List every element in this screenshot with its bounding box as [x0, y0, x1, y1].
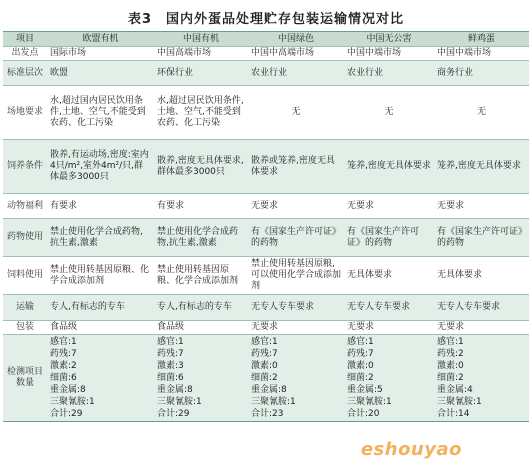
header-item: 项目 — [3, 32, 47, 47]
table-cell: 无具体要求 — [344, 257, 434, 295]
table-row — [3, 47, 529, 61]
header-eu-organic: 欧盟有机 — [47, 32, 154, 47]
table-cell: 专人,有标志的专车 — [154, 295, 248, 321]
test-cell: 感官:1 药残:2 激素:0 细菌:2 重金属:4 三聚氰胺:1 合计:14 — [434, 335, 529, 422]
table-cell: 农业行业 — [248, 61, 344, 86]
table-cell: 食品级 — [47, 321, 154, 335]
row-label: 标准层次 — [3, 61, 47, 86]
table-cell: 中国中高端市场 — [248, 47, 344, 61]
row-label: 动物福利 — [3, 194, 47, 219]
table-cell: 禁止使用化学合成药物,抗生素,激素 — [47, 219, 154, 257]
table-row — [3, 86, 529, 140]
table-row — [3, 194, 529, 219]
comparison-table — [3, 31, 529, 422]
table-cell: 无 — [344, 86, 434, 140]
table-row — [3, 140, 529, 194]
header-fresh-egg: 鲜鸡蛋 — [434, 32, 529, 47]
test-cell: 感官:1 药残:7 激素:0 细菌:2 重金属:8 三聚氰胺:1 合计:23 — [248, 335, 344, 422]
table-cell: 无专人专车要求 — [434, 295, 529, 321]
row-label: 出发点 — [3, 47, 47, 61]
table-cell: 笼养,密度无具体要求 — [344, 140, 434, 194]
table-cell: 无 — [248, 86, 344, 140]
table-row-tests — [3, 335, 529, 422]
table-cell: 农业行业 — [344, 61, 434, 86]
table-cell: 水,超过居民饮用条件,土地、空气,不能受到农药、化工污染 — [154, 86, 248, 140]
table-cell: 无专人专车要求 — [248, 295, 344, 321]
table-cell: 笼养,密度无具体要求 — [434, 140, 529, 194]
table-cell: 无具体要求 — [434, 257, 529, 295]
table-cell: 专人,有标志的专车 — [47, 295, 154, 321]
table-cell: 无要求 — [344, 321, 434, 335]
table-cell: 环保行业 — [154, 61, 248, 86]
row-label: 运输 — [3, 295, 47, 321]
row-label: 饲料使用 — [3, 257, 47, 295]
row-label: 检测项目数量 — [3, 335, 47, 422]
table-cell: 有要求 — [47, 194, 154, 219]
row-label: 药物使用 — [3, 219, 47, 257]
table-row — [3, 257, 529, 295]
table-row — [3, 295, 529, 321]
table-cell: 无 — [434, 86, 529, 140]
row-label: 场地要求 — [3, 86, 47, 140]
test-cell: 感官:1 药残:7 激素:2 细菌:6 重金属:8 三聚氰胺:1 合计:29 — [47, 335, 154, 422]
table-row — [3, 61, 529, 86]
table-cell: 水,超过国内居民饮用条件,土地、空气,不能受到农药、化工污染 — [47, 86, 154, 140]
table-cell: 禁止使用化学合成药物,抗生素,激素 — [154, 219, 248, 257]
watermark: eshouyao — [360, 439, 462, 460]
table-cell: 有《国家生产许可证》的药物 — [248, 219, 344, 257]
header-cn-organic: 中国有机 — [154, 32, 248, 47]
table-cell: 商务行业 — [434, 61, 529, 86]
table-cell: 禁止使用转基因原粮、化学合成添加剂 — [47, 257, 154, 295]
table-row — [3, 321, 529, 335]
table-row — [3, 219, 529, 257]
table-cell: 无要求 — [434, 321, 529, 335]
table-cell: 中国中端市场 — [344, 47, 434, 61]
table-cell: 有《国家生产许可证》的药物 — [344, 219, 434, 257]
table-cell: 欧盟 — [47, 61, 154, 86]
test-cell: 感官:1 药残:7 激素:0 细菌:2 重金属:5 三聚氰胺:1 合计:20 — [344, 335, 434, 422]
row-label: 饲养条件 — [3, 140, 47, 194]
table-cell: 散养,有运动场,密度:室内4只/m²,室外4m²/只,群体最多3000只 — [47, 140, 154, 194]
table-cell: 有《国家生产许可证》的药物 — [434, 219, 529, 257]
header-cn-pollution-free: 中国无公害 — [344, 32, 434, 47]
table-cell: 散养或笼养,密度无具体要求 — [248, 140, 344, 194]
test-cell: 感官:1 药残:7 激素:3 细菌:6 重金属:8 三聚氰胺:1 合计:29 — [154, 335, 248, 422]
table-cell: 禁止使用转基因原粮、化学合成添加剂 — [154, 257, 248, 295]
table-cell: 有要求 — [154, 194, 248, 219]
header-row — [3, 32, 529, 47]
table-title: 表3 国内外蛋品处理贮存包装运输情况对比 — [127, 12, 405, 27]
header-cn-green: 中国绿色 — [248, 32, 344, 47]
table-cell: 禁止使用转基因原粮,可以使用化学合成添加剂 — [248, 257, 344, 295]
table-cell: 中国中端市场 — [434, 47, 529, 61]
table-cell: 无要求 — [344, 194, 434, 219]
table-cell: 国际市场 — [47, 47, 154, 61]
table-cell: 无专人专车要求 — [344, 295, 434, 321]
table-cell: 中国高端市场 — [154, 47, 248, 61]
row-label: 包装 — [3, 321, 47, 335]
table-cell: 食品级 — [154, 321, 248, 335]
table-cell: 无要求 — [248, 194, 344, 219]
table-cell: 无要求 — [434, 194, 529, 219]
table-cell: 无要求 — [248, 321, 344, 335]
table-cell: 散养,密度无具体要求,群体最多3000只 — [154, 140, 248, 194]
